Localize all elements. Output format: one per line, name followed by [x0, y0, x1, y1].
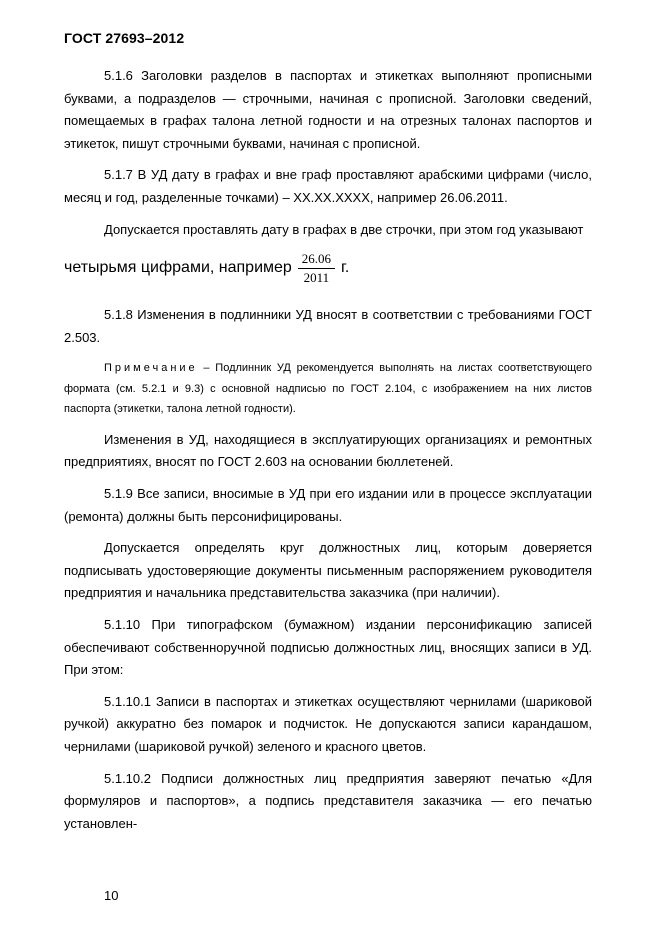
paragraph-5-1-7: 5.1.7 В УД дату в графах и вне граф проставляют арабскими цифрами (число, месяц и год, разделенные точками) – XX.XX.XXXX, например 26.06.2011. — [64, 167, 592, 205]
paragraph-5-1-10: 5.1.10 При типографском (бумажном) издании персонификацию записей обеспечивают собственноручной подписью должностных лиц, вносящих записи в УД. При этом: — [64, 617, 592, 678]
paragraph-5-1-7-date-rule: Допускается проставлять дату в графах в две строчки, при этом год указывают — [104, 221, 584, 237]
fraction-denominator: 2011 — [303, 269, 330, 285]
note-text: – Подлинник УД рекомендуется выполнять на листах соответствующего формата (см. 5.2.1 и 9.3) с основной надписью по ГОСТ 2.104, с изображением на них листов паспорта (этикетки, талона летной годности). — [64, 362, 592, 416]
fraction-numerator: 26.06 — [298, 251, 335, 269]
paragraph-5-1-6: 5.1.6 Заголовки разделов в паспортах и этикетках выполняют прописными буквами, а подразделов — строчными, начиная с прописной. Заголовки сведений, помещаемых в графах талона летной годности и на отрезных талонах паспортов и этикеток, пишут строчными буквами, начиная с прописной. — [64, 68, 592, 151]
paragraph-5-1-8: 5.1.8 Изменения в подлинники УД вносят в соответствии с требованиями ГОСТ 2.503. — [64, 307, 592, 345]
note — [64, 358, 592, 420]
date-fraction — [298, 251, 335, 286]
paragraph-5-1-9: 5.1.9 Все записи, вносимые в УД при его издании или в процессе эксплуатации (ремонта) должны быть персонифицированы. — [64, 486, 592, 524]
fraction-tail-text: г. — [341, 259, 350, 277]
paragraph-5-1-10-1: 5.1.10.1 Записи в паспортах и этикетках осуществляют чернилами (шариковой ручкой) аккуратно без помарок и подчисток. Не допускаются записи карандашом, чернилами (шариковой ручкой) зеленого и красного цветов. — [64, 693, 592, 754]
body-text — [64, 65, 592, 835]
fraction-line — [64, 245, 592, 291]
paragraph-5-1-9-permission: Допускается определять круг должностных лиц, которым доверяется подписывать удостоверяющие документы письменным распоряжением руководителя предприятия и начальника представительства заказчика (при наличии). — [64, 540, 592, 601]
note-label: Примечание — [104, 362, 198, 375]
paragraph-5-1-10-2: 5.1.10.2 Подписи должностных лиц предприятия заверяют печатью «Для формуляров и паспортов», а подпись представителя заказчика — его печатью установлен- — [64, 770, 592, 831]
fraction-lead-text: четырьмя цифрами, например — [64, 259, 292, 277]
page-number: 10 — [104, 888, 119, 903]
standard-header: ГОСТ 27693–2012 — [64, 30, 185, 46]
paragraph-5-1-8-changes: Изменения в УД, находящиеся в эксплуатирующих организациях и ремонтных предприятиях, вносят по ГОСТ 2.603 на основании бюллетеней. — [64, 431, 592, 470]
